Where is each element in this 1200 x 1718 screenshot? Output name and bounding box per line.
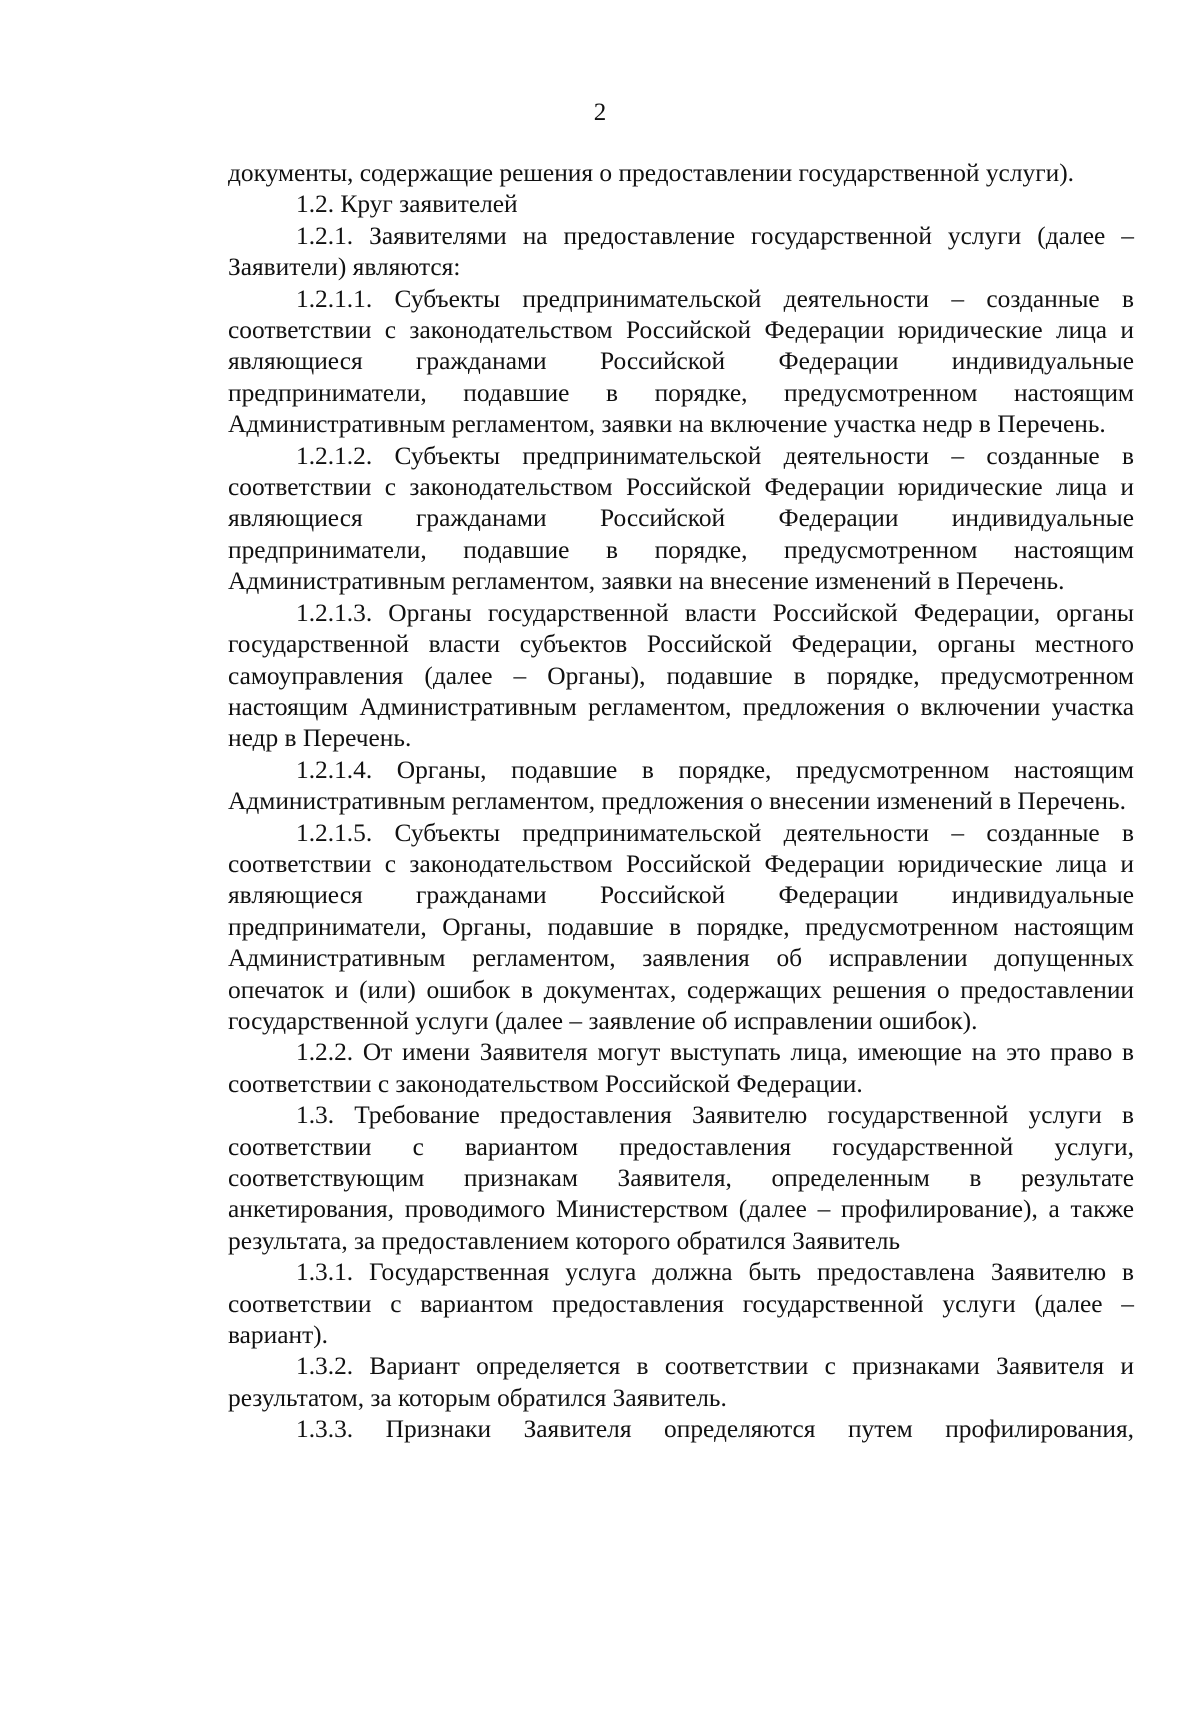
section-heading-1-2: 1.2. Круг заявителей: [296, 190, 518, 219]
section-heading-1-3: 1.3. Требование предоставления Заявителю государственной услуги в соответствии с вариантом предоставления государственной услуги, соответствующим признакам Заявителя, определенным в результате анкетирования, проводимого Министерством (далее – профилирование), а также результата, за предоставлением которого обратился Заявитель: [228, 1101, 1134, 1255]
paragraph-continuation: документы, содержащие решения о предоставлении государственной услуги).: [228, 159, 1074, 187]
document-text: [228, 158, 1134, 1446]
paragraph-1-2-1-3: 1.2.1.3. Органы государственной власти Российской Федерации, органы государственной власти субъектов Российской Федерации, органы местного самоуправления (далее – Органы), подавшие в порядке, предусмотренном настоящим Административным регламентом, предложения о включении участка недр в Перечень.: [228, 598, 1134, 753]
paragraph-1-2-1-5: 1.2.1.5. Субъекты предпринимательской деятельности – созданные в соответствии с законодательством Российской Федерации юридические лица и являющиеся гражданами Российской Федерации индивидуальные предприниматели, Органы, подавшие в порядке, предусмотренном настоящим Административным регламентом, заявления об исправлении допущенных опечаток и (или) ошибок в документах, содержащих решения о предоставлении государственной услуги (далее – заявление об исправлении ошибок).: [228, 818, 1134, 1035]
paragraph-1-3-2: 1.3.2. Вариант определяется в соответствии с признаками Заявителя и результатом, за которым обратился Заявитель.: [228, 1352, 1134, 1412]
paragraph-1-2-2: 1.2.2. От имени Заявителя могут выступать лица, имеющие на это право в соответствии с законодательством Российской Федерации.: [228, 1038, 1134, 1098]
paragraph-1-2-1-2: 1.2.1.2. Субъекты предпринимательской деятельности – созданные в соответствии с законодательством Российской Федерации юридические лица и являющиеся гражданами Российской Федерации индивидуальные предприниматели, подавшие в порядке, предусмотренном настоящим Административным регламентом, заявки на внесение изменений в Перечень.: [228, 441, 1134, 596]
paragraph-1-3-1: 1.3.1. Государственная услуга должна быть предоставлена Заявителю в соответствии с вариантом предоставления государственной услуги (далее – вариант).: [228, 1258, 1134, 1350]
paragraph-1-3-3: 1.3.3. Признаки Заявителя определяются путем профилирования,: [296, 1415, 1134, 1444]
paragraph-1-2-1-4: 1.2.1.4. Органы, подавшие в порядке, предусмотренном настоящим Административным регламентом, предложения о внесении изменений в Перечень.: [228, 755, 1134, 816]
paragraph-1-2-1: 1.2.1. Заявителями на предоставление государственной услуги (далее – Заявители) являются:: [228, 221, 1134, 282]
paragraph-1-2-1-1: 1.2.1.1. Субъекты предпринимательской деятельности – созданные в соответствии с законодательством Российской Федерации юридические лица и являющиеся гражданами Российской Федерации индивидуальные предприниматели, подавшие в порядке, предусмотренном настоящим Административным регламентом, заявки на включение участка недр в Перечень.: [228, 284, 1134, 439]
page-number: 2: [593, 99, 607, 126]
